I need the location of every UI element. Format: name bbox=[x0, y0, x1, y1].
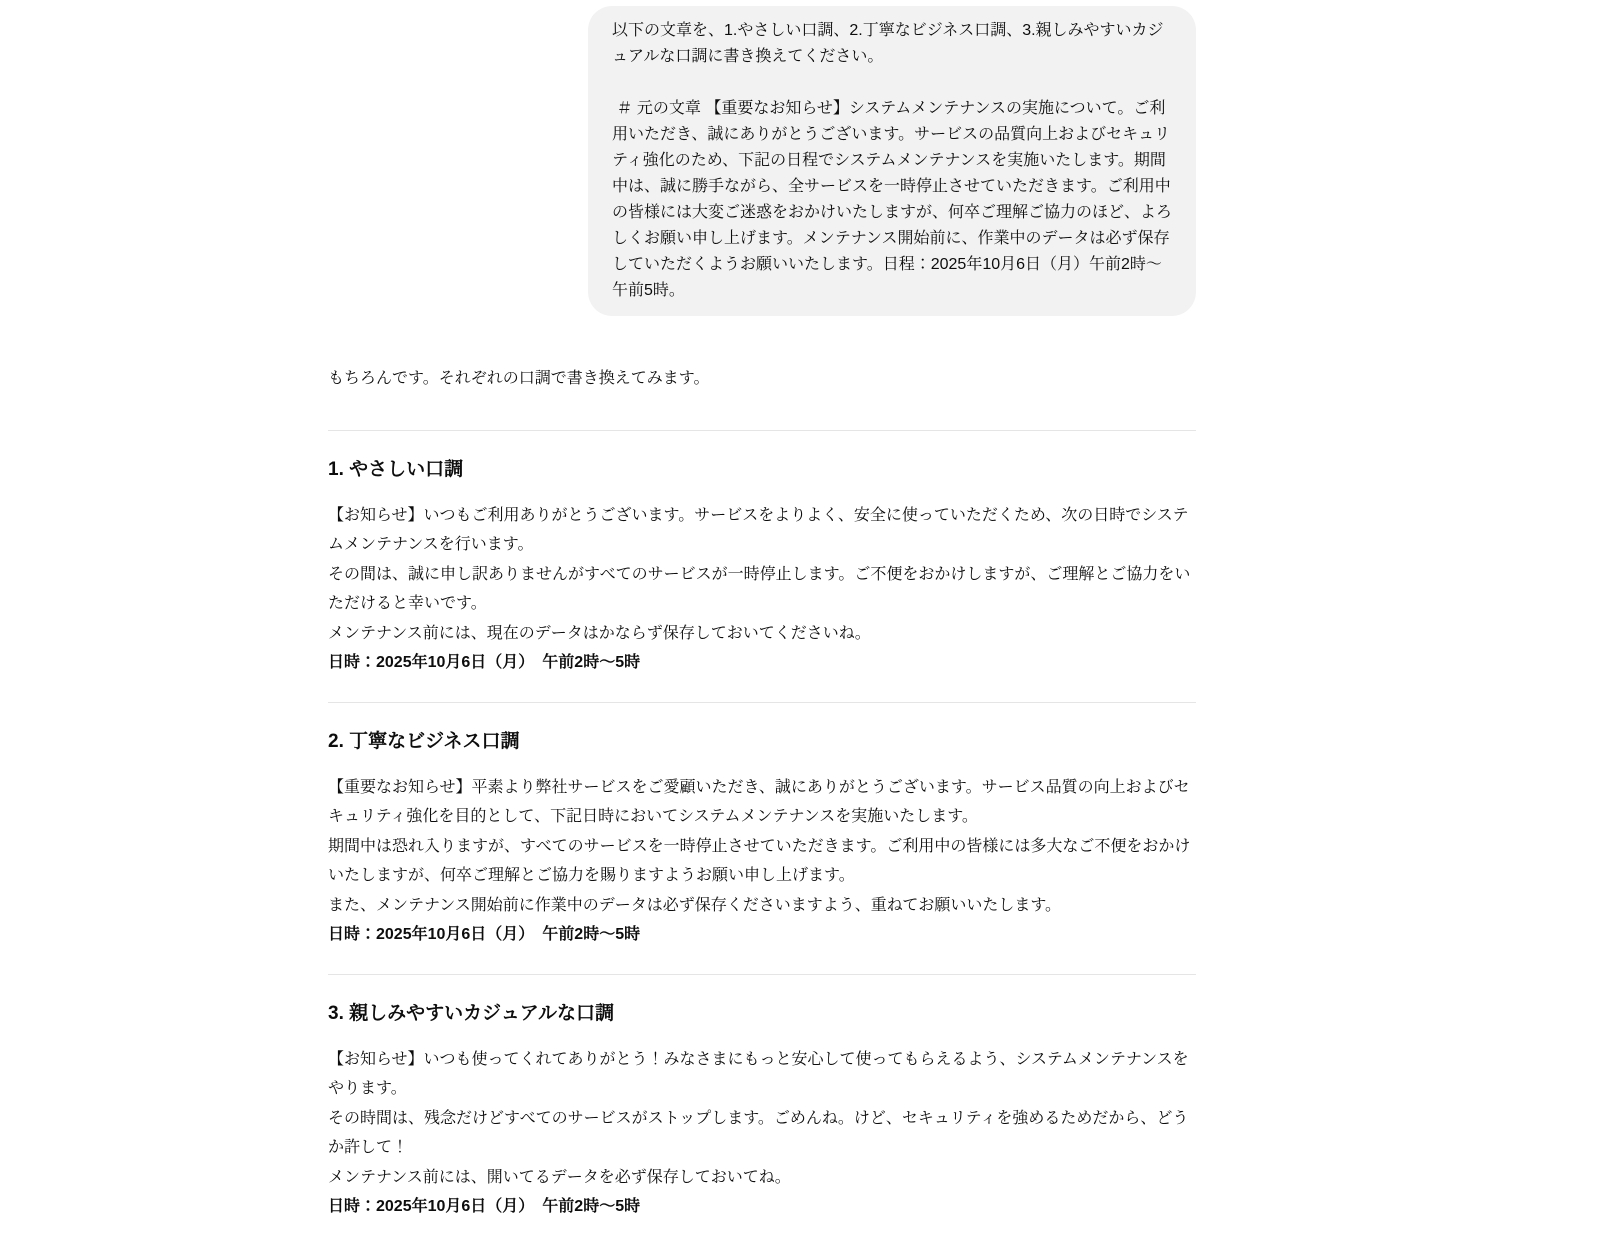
tone-heading: 2. 丁寧なビジネス口調 bbox=[328, 730, 520, 752]
user-message-row bbox=[328, 6, 1196, 316]
section-divider bbox=[328, 430, 1196, 431]
tone-body bbox=[328, 501, 1196, 678]
tone-section-3 bbox=[328, 974, 1196, 1222]
tone-line: 【お知らせ】いつも使ってくれてありがとう！みなさまにもっと安心して使ってもらえるよう、システムメンテナンスをやります。 bbox=[328, 1050, 1189, 1097]
conversation bbox=[328, 0, 1196, 1222]
tone-body bbox=[328, 1045, 1196, 1222]
tone-datetime: 日時：2025年10月6日（月） 午前2時〜5時 bbox=[328, 654, 641, 671]
assistant-intro: もちろんです。それぞれの口調で書き換えてみます。 bbox=[328, 370, 710, 387]
tone-heading: 1. やさしい口調 bbox=[328, 458, 464, 480]
tone-body bbox=[328, 773, 1196, 950]
tone-line: メンテナンス前には、開いてるデータを必ず保存しておいてね。 bbox=[328, 1168, 791, 1186]
tone-line: その時間は、残念だけどすべてのサービスがストップします。ごめんね。けど、セキュリティを強めるためだから、どうか許して！ bbox=[328, 1109, 1189, 1156]
tone-line: メンテナンス前には、現在のデータはかならず保存しておいてくださいね。 bbox=[328, 624, 871, 642]
tone-sections bbox=[328, 430, 1196, 1222]
tone-line: 【重要なお知らせ】平素より弊社サービスをご愛顧いただき、誠にありがとうございます。サービス品質の向上およびセキュリティ強化を目的として、下記日時においてシステムメンテナンスを実施いたします。 bbox=[328, 778, 1190, 825]
tone-datetime: 日時：2025年10月6日（月） 午前2時〜5時 bbox=[328, 1198, 641, 1215]
section-divider bbox=[328, 974, 1196, 975]
tone-line: その間は、誠に申し訳ありませんがすべてのサービスが一時停止します。ご不便をおかけしますが、ご理解とご協力をいただけると幸いです。 bbox=[328, 565, 1191, 612]
tone-line: また、メンテナンス開始前に作業中のデータは必ず保存くださいますよう、重ねてお願いいたします。 bbox=[328, 896, 1062, 914]
tone-heading: 3. 親しみやすいカジュアルな口調 bbox=[328, 1002, 614, 1024]
tone-line: 【お知らせ】いつもご利用ありがとうございます。サービスをよりよく、安全に使っていただくため、次の日時でシステムメンテナンスを行います。 bbox=[328, 506, 1189, 553]
tone-section-2 bbox=[328, 702, 1196, 950]
user-message-paragraph-2: ＃ 元の文章 【重要なお知らせ】システムメンテナンスの実施について。ご利用いただき、誠にありがとうございます。サービスの品質向上およびセキュリティ強化のため、下記の日程でシステムメンテナンスを実施いたします。期間中は、誠に勝手ながら、全サービスを一時停止させていただきます。ご利用中の皆様には大変ご迷惑をおかけいたしますが、何卒ご理解ご協力のほど、よろしくお願い申し上げます。メンテナンス開始前に、作業中のデータは必ず保存していただくようお願いいたします。日程：2025年10月6日（月）午前2時〜午前5時。 bbox=[612, 100, 1173, 299]
tone-line: 期間中は恐れ入りますが、すべてのサービスを一時停止させていただきます。ご利用中の皆様には多大なご不便をおかけいたしますが、何卒ご理解とご協力を賜りますようお願い申し上げます。 bbox=[328, 837, 1191, 884]
user-message-paragraph-1: 以下の文章を、1.やさしい口調、2.丁寧なビジネス口調、3.親しみやすいカジュアルな口調に書き換えてください。 bbox=[612, 22, 1164, 65]
user-message-bubble bbox=[588, 6, 1196, 316]
section-divider bbox=[328, 702, 1196, 703]
tone-section-1 bbox=[328, 430, 1196, 678]
assistant-message bbox=[328, 364, 1196, 1222]
tone-datetime: 日時：2025年10月6日（月） 午前2時〜5時 bbox=[328, 926, 641, 943]
